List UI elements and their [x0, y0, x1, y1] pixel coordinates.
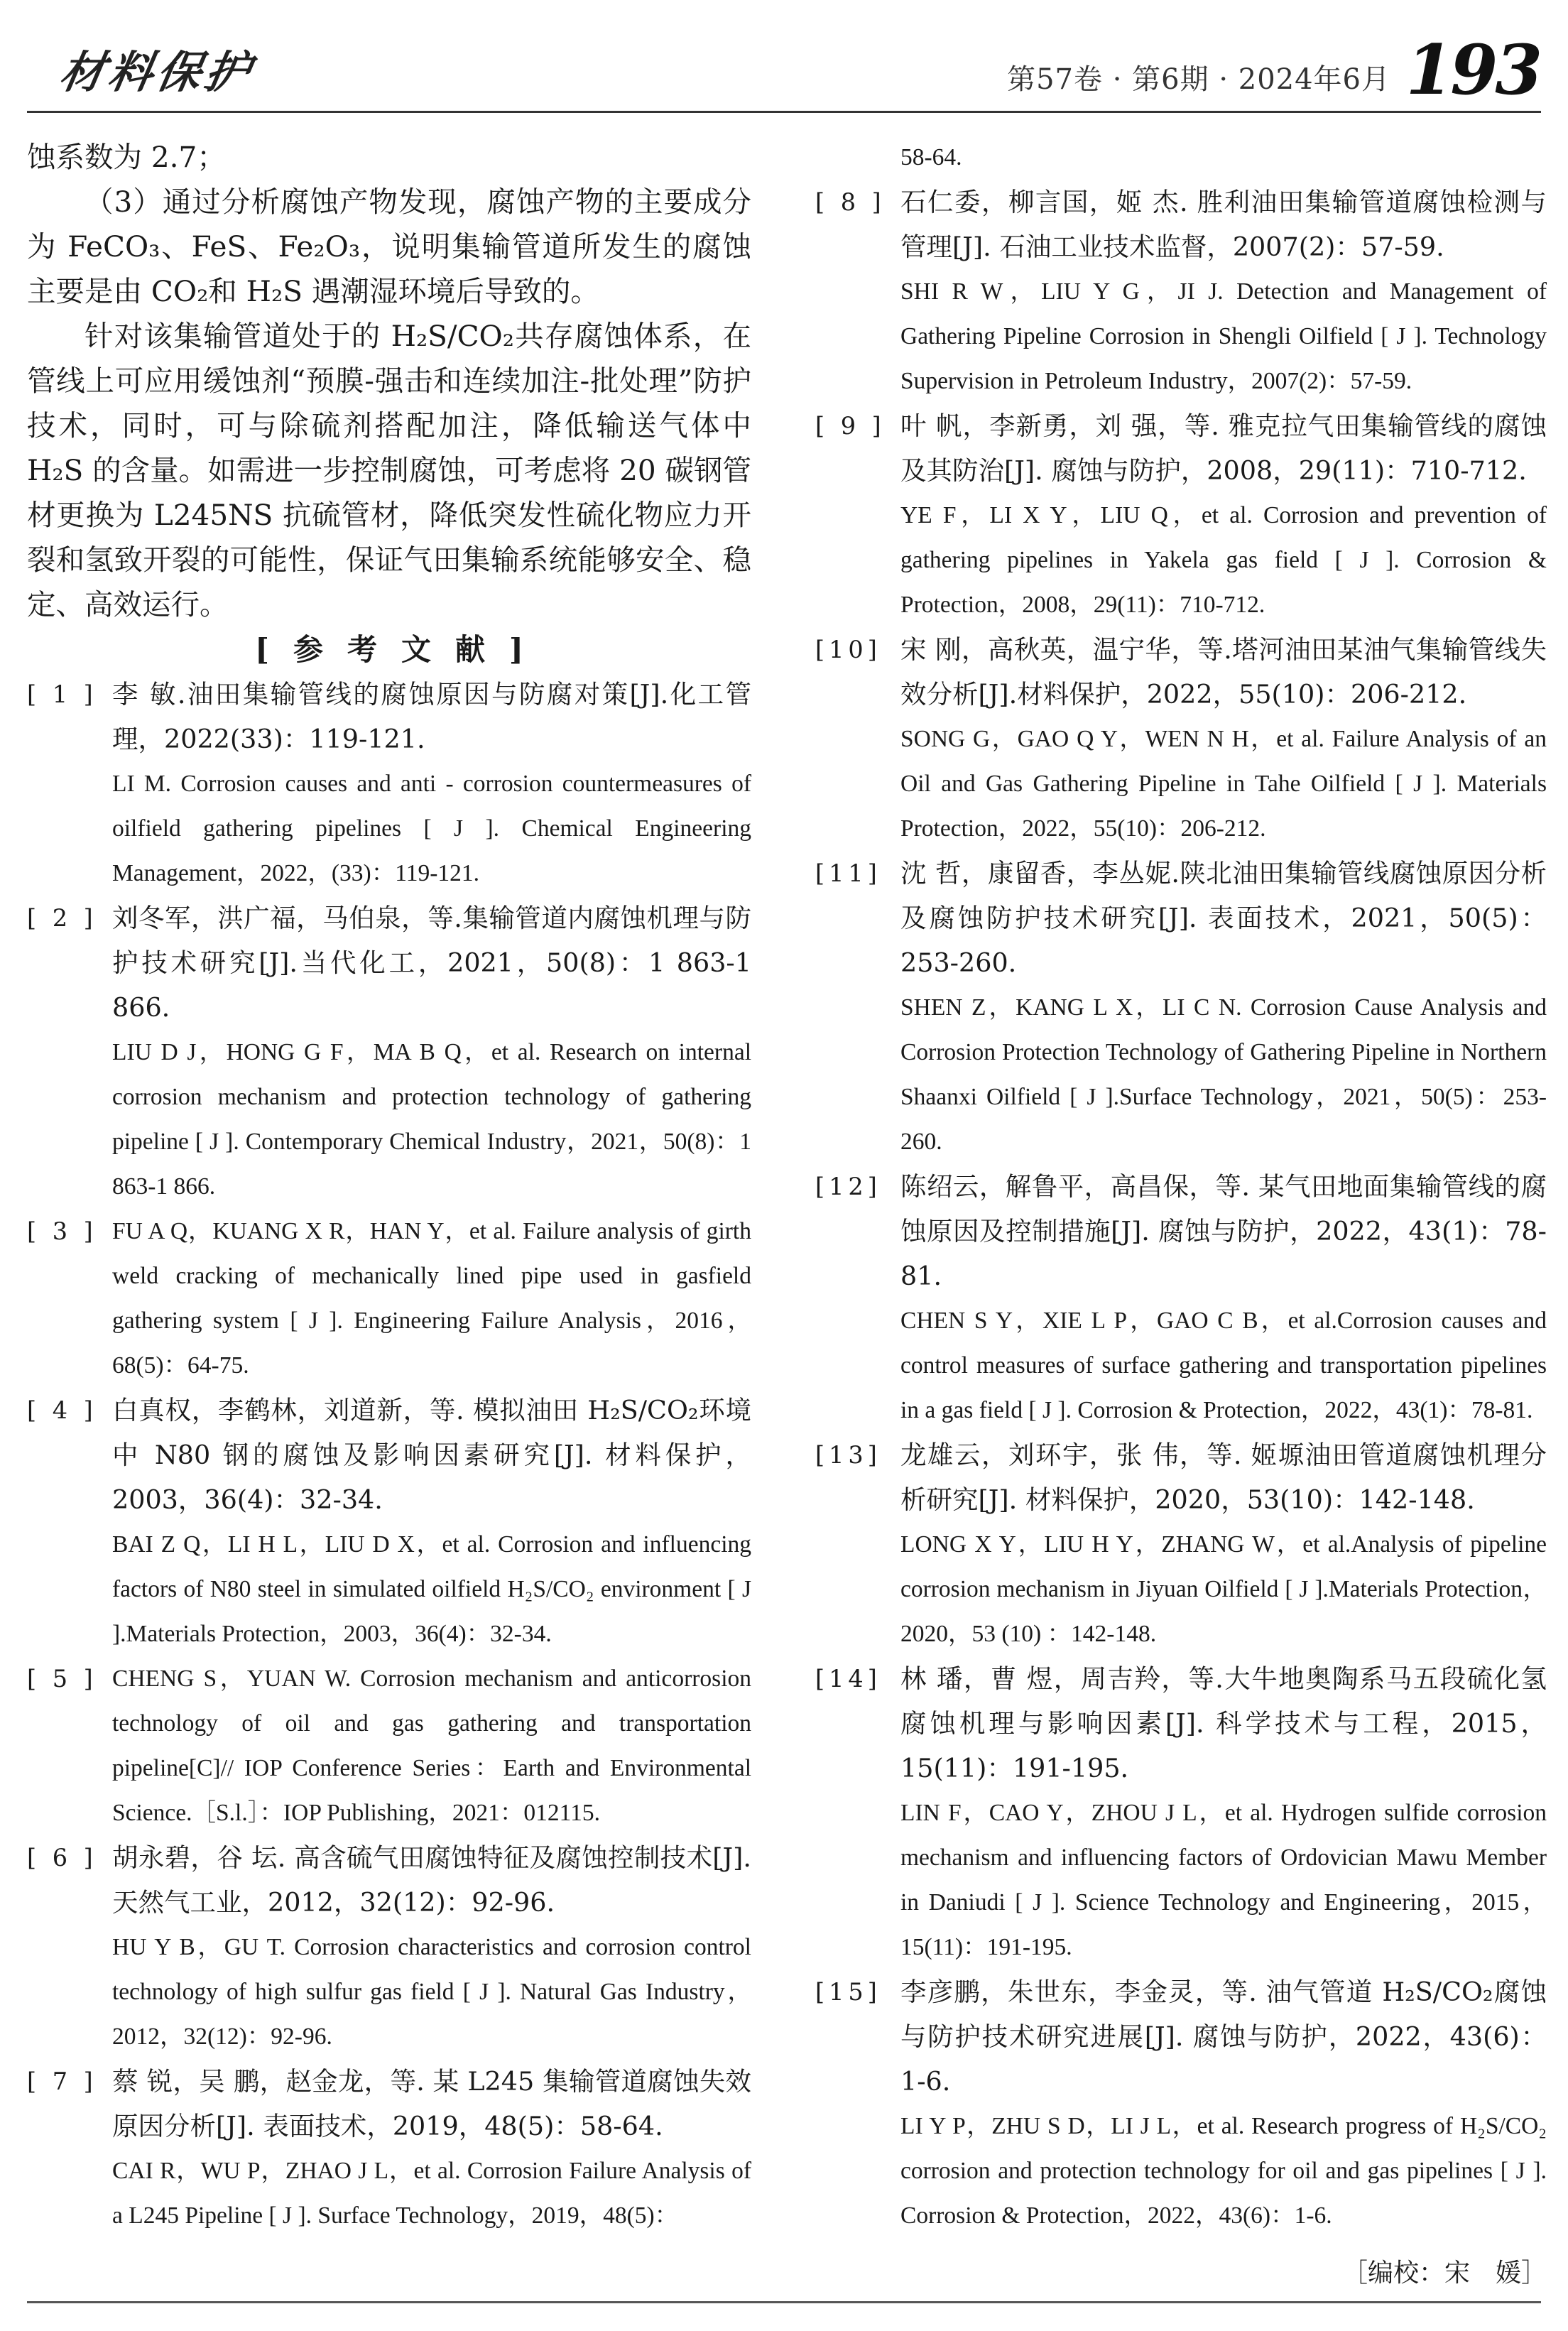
- reference-en: SHI R W，LIU Y G，JI J. Detection and Management of Gathering Pipeline Corrosion in Shengli Oilfield [ J ]. Technology Supervision in Petroleum Industry，2007(2)：57-59.: [900, 278, 1547, 394]
- body-paragraph-4: 针对该集输管道处于的 H₂S/CO₂共存腐蚀体系，在管线上可应用缓蚀剂“预膜-强击和连续加注-批处理”防护技术，同时，可与除硫剂搭配加注，降低输送气体中 H₂S 的含量。如需进一步控制腐蚀，可考虑将 20 碳钢管材更换为 L245NS 抗硫管材，降低突发性硫化物应力开裂和氢致开裂的可能性，保证气田集输系统能够安全、稳定、高效运行。: [27, 319, 751, 621]
- reference-6: [27, 1835, 751, 2059]
- page-number: 193: [1405, 30, 1540, 110]
- reference-number: [ 9 ]: [815, 412, 886, 440]
- reference-number: [14]: [815, 1665, 881, 1692]
- reference-cn: 林 璠，曹 煜，周吉羚，等.大牛地奥陶系马五段硫化氢腐蚀机理与影响因素[J]. 科学技术与工程，2015，15(11)：191-195.: [900, 1663, 1547, 1783]
- reference-en: SONG G，GAO Q Y，WEN N H，et al. Failure Analysis of an Oil and Gas Gathering Pipeline in Tahe Oilfield [ J ]. Materials Protection，2022，55(10)：206-212.: [900, 726, 1547, 842]
- reference-en: HU Y B，GU T. Corrosion characteristics and corrosion control technology of high sulfur gas field [ J ]. Natural Gas Industry，2012，32(12)：92-96.: [112, 1934, 751, 2050]
- reference-4: [27, 1388, 751, 1656]
- reference-cn: 白真权，李鹤林，刘道新，等. 模拟油田 H₂S/CO₂环境中 N80 钢的腐蚀及影响因素研究[J]. 材料保护，2003，36(4)：32-34.: [112, 1395, 751, 1515]
- reference-cn: 沈 哲，康留香，李丛妮.陕北油田集输管线腐蚀原因分析及腐蚀防护技术研究[J]. 表面技术，2021，50(5)：253-260.: [900, 858, 1547, 978]
- reference-en: CHENG S，YUAN W. Corrosion mechanism and anticorrosion technology of oil and gas gathering and transportation pipeline[C]// IOP Conference Series：Earth and Environmental Science.［S.l.］：IOP Publishing，2021：012115.: [112, 1666, 751, 1826]
- reference-en: BAI Z Q，LI H L，LIU D X，et al. Corrosion and influencing factors of N80 steel in simulated oilfield H₂S/CO₂ environment [ J ].Materials Protection，2003，36(4)：32-34.: [112, 1531, 751, 1647]
- reference-9: [815, 403, 1547, 627]
- issue-info: 第57卷 · 第6期 · 2024年6月: [1007, 63, 1390, 96]
- reference-cn: 李彦鹏，朱世东，李金灵，等. 油气管道 H₂S/CO₂腐蚀与防护技术研究进展[J]. 腐蚀与防护，2022，43(6)：1-6.: [900, 1977, 1547, 2097]
- body-line: 蚀系数为 2.7；: [27, 140, 226, 174]
- reference-number: [ 2 ]: [27, 904, 97, 932]
- reference-number: [ 4 ]: [27, 1396, 97, 1424]
- page-header: [27, 20, 1540, 110]
- reference-number: [ 5 ]: [27, 1665, 97, 1692]
- reference-en: LIN F，CAO Y，ZHOU J L，et al. Hydrogen sulfide corrosion mechanism and influencing factors of Ordovician Mawu Member in Daniudi [ J ]. Science Technology and Engineering，2015，15(11)：191-195.: [900, 1800, 1547, 1960]
- reference-7: [27, 2059, 751, 2238]
- left-column: [27, 135, 751, 2238]
- reference-number: [13]: [815, 1441, 881, 1469]
- reference-2: [27, 896, 751, 1209]
- reference-number: [12]: [815, 1173, 881, 1200]
- reference-cn: 刘冬军，洪广福，马伯泉，等.集输管道内腐蚀机理与防护技术研究[J].当代化工，2021，50(8)：1 863-1 866.: [112, 903, 751, 1023]
- reference-en: LONG X Y，LIU H Y，ZHANG W，et al.Analysis of pipeline corrosion mechanism in Jiyuan Oilfield [ J ].Materials Protection，2020，53 (10) ：142-148.: [900, 1531, 1547, 1647]
- reference-7-continuation: 58-64.: [900, 144, 962, 170]
- reference-number: [ 3 ]: [27, 1217, 97, 1245]
- reference-number: [ 6 ]: [27, 1844, 97, 1871]
- reference-14: [815, 1656, 1547, 1969]
- reference-number: [11]: [815, 859, 881, 887]
- reference-cn: 蔡 锐，吴 鹏，赵金龙，等. 某 L245 集输管道腐蚀失效原因分析[J]. 表面技术，2019，48(5)：58-64.: [112, 2066, 751, 2141]
- references-heading: [参考文献]: [255, 632, 548, 667]
- reference-cn: 龙雄云，刘环宇，张 伟，等. 姬塬油田管道腐蚀机理分析研究[J]. 材料保护，2020，53(10)：142-148.: [900, 1440, 1547, 1515]
- reference-en: FU A Q，KUANG X R，HAN Y，et al. Failure analysis of girth weld cracking of mechanically lined pipe used in gasfield gathering system [ J ]. Engineering Failure Analysis，2016，68(5)：64-75.: [112, 1218, 751, 1379]
- reference-cn: 陈绍云，解鲁平，高昌保，等. 某气田地面集输管线的腐蚀原因及控制措施[J]. 腐蚀与防护，2022，43(1)：78-81.: [900, 1171, 1547, 1291]
- reference-en: YE F，LI X Y，LIU Q，et al. Corrosion and prevention of gathering pipelines in Yakela gas field [ J ]. Corrosion & Protection，2008，29(11)：710-712.: [900, 502, 1547, 618]
- reference-11: [815, 851, 1547, 1164]
- reference-8: [815, 180, 1547, 403]
- reference-number: [ 8 ]: [815, 188, 886, 216]
- reference-3: [27, 1209, 751, 1388]
- reference-cn: 石仁委，柳言国，姬 杰. 胜利油田集输管道腐蚀检测与管理[J]. 石油工业技术监督，2007(2)：57-59.: [900, 187, 1547, 262]
- right-column: [815, 135, 1547, 2295]
- header-rule: [27, 111, 1541, 113]
- reference-10: [815, 627, 1547, 851]
- reference-number: [ 1 ]: [27, 680, 97, 708]
- reference-number: [15]: [815, 1978, 881, 2006]
- reference-en: CAI R，WU P，ZHAO J L，et al. Corrosion Failure Analysis of a L245 Pipeline [ J ]. Surface Technology，2019，48(5)：: [112, 2158, 751, 2229]
- reference-en: CHEN S Y，XIE L P，GAO C B，et al.Corrosion causes and control measures of surface gathering and transportation pipelines in a gas field [ J ]. Corrosion & Protection，2022，43(1)：78-81.: [900, 1308, 1547, 1423]
- reference-13: [815, 1433, 1547, 1656]
- reference-cn: 叶 帆，李新勇，刘 强，等. 雅克拉气田集输管线的腐蚀及其防治[J]. 腐蚀与防护，2008，29(11)：710-712.: [900, 411, 1547, 486]
- reference-number: [10]: [815, 636, 881, 663]
- reference-1: [27, 672, 751, 896]
- editor-credit: ［编校：宋 媛］: [1341, 2259, 1547, 2288]
- reference-cn: 胡永碧，谷 坛. 高含硫气田腐蚀特征及腐蚀控制技术[J]. 天然气工业，2012，32(12)：92-96.: [112, 1842, 751, 1918]
- reference-15: [815, 1969, 1547, 2238]
- reference-en: LI Y P，ZHU S D，LI J L，et al. Research progress of H₂S/CO₂ corrosion and protection technology for oil and gas pipelines [ J ]. Corrosion & Protection，2022，43(6)：1-6.: [900, 2113, 1547, 2229]
- footer-rule: [27, 2301, 1541, 2303]
- reference-en: LIU D J，HONG G F，MA B Q，et al. Research on internal corrosion mechanism and protection technology of gathering pipeline [ J ]. Contemporary Chemical Industry，2021，50(8)：1 863-1 866.: [112, 1039, 751, 1200]
- journal-logo: 材料保护: [55, 46, 258, 98]
- reference-en: SHEN Z，KANG L X，LI C N. Corrosion Cause Analysis and Corrosion Protection Technology of Gathering Pipeline in Northern Shaanxi Oilfield [ J ].Surface Technology，2021，50(5)：253-260.: [900, 994, 1547, 1155]
- reference-number: [ 7 ]: [27, 2068, 97, 2095]
- reference-cn: 李 敏.油田集输管线的腐蚀原因与防腐对策[J].化工管理，2022(33)：119-121.: [112, 679, 751, 754]
- reference-cn: 宋 刚，高秋英，温宁华，等.塔河油田某油气集输管线失效分析[J].材料保护，2022，55(10)：206-212.: [900, 634, 1547, 710]
- reference-en: LI M. Corrosion causes and anti - corrosion countermeasures of oilfield gathering pipelines [ J ]. Chemical Engineering Management，2022，(33)：119-121.: [112, 771, 751, 886]
- reference-5: [27, 1656, 751, 1835]
- reference-12: [815, 1164, 1547, 1433]
- body-paragraph-3: （3）通过分析腐蚀产物发现，腐蚀产物的主要成分为 FeCO₃、FeS、Fe₂O₃，说明集输管道所发生的腐蚀主要是由 CO₂和 H₂S 遇潮湿环境后导致的。: [27, 185, 751, 308]
